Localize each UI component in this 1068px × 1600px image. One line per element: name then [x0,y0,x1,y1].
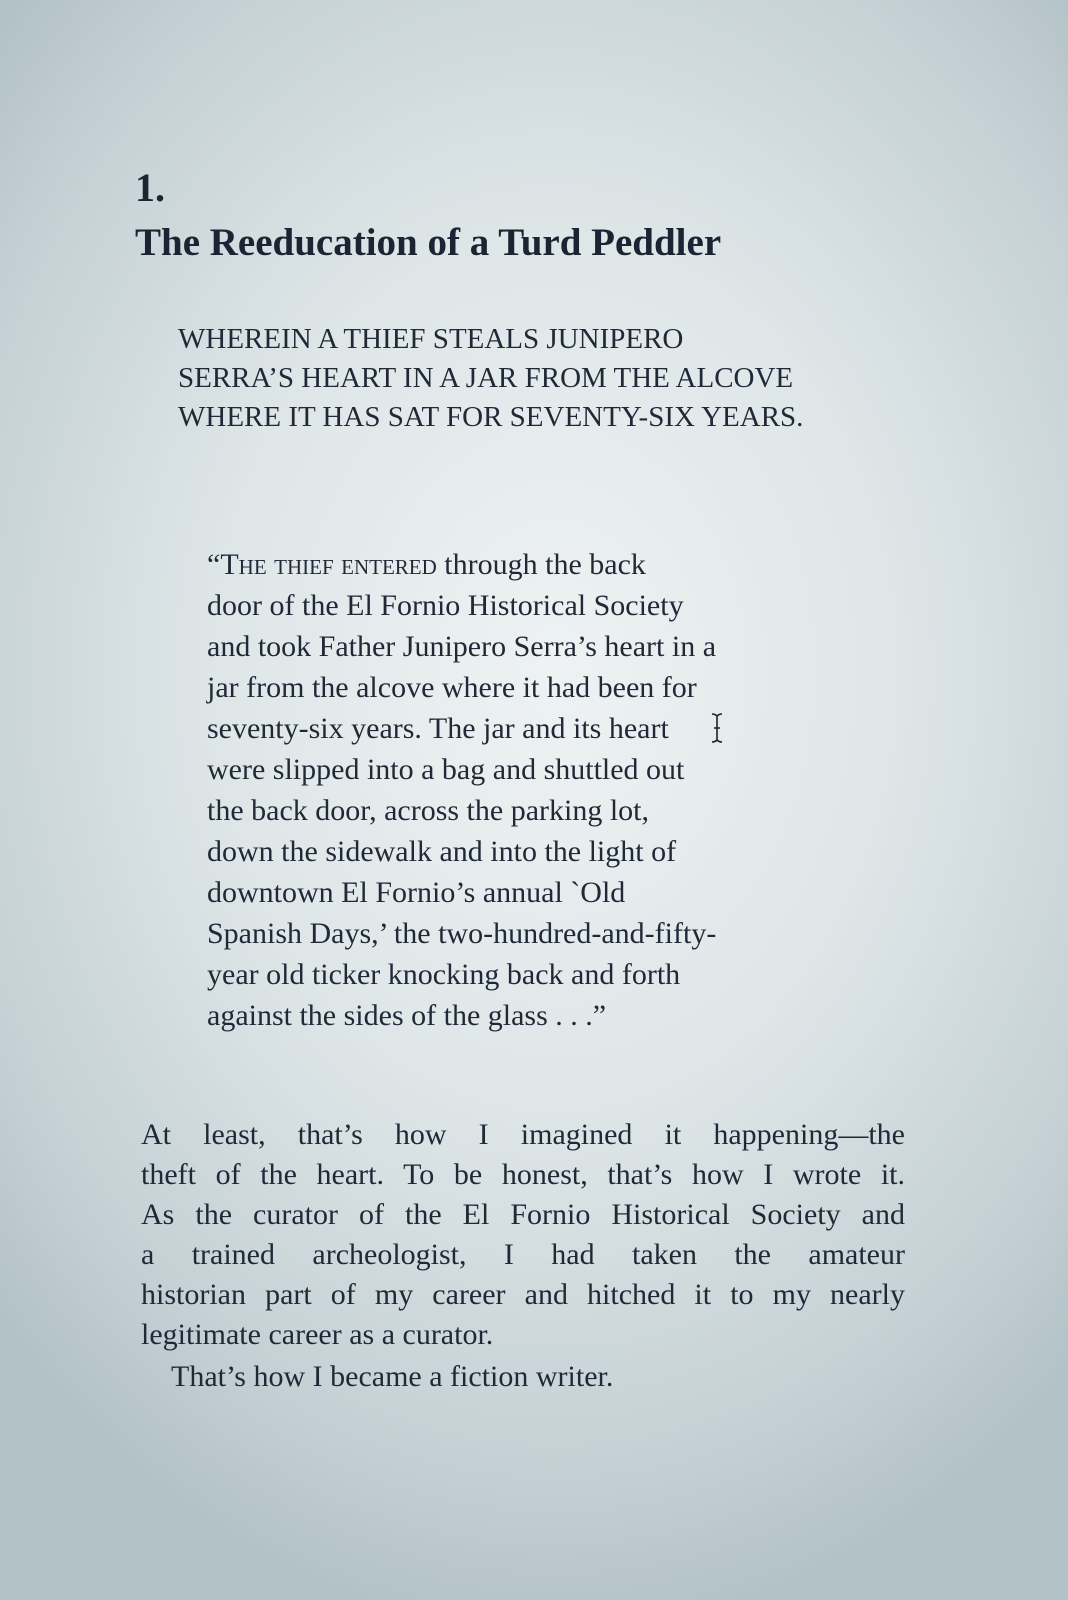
chapter-number: 1. [135,165,165,210]
chapter-title: The Reeducation of a Turd Peddler [135,221,722,264]
epigraph-quote [207,544,847,1036]
quote-line: Spanish Days,’ the two-hundred-and-fifty- [207,917,717,950]
closing-line: That’s how I became a fiction writer. [171,1360,614,1393]
quote-line: and took Father Junipero Serra’s heart in a [207,630,717,663]
synopsis-line: WHERE IT HAS SAT FOR SEVENTY-SIX YEARS. [178,401,804,433]
chapter-synopsis [178,320,918,437]
quote-line: down the sidewalk and into the light of [207,835,677,868]
quote-line: were slipped into a bag and shuttled out [207,753,685,786]
paragraph-line: historian part of my career and hitched it to my nearly [141,1278,905,1311]
paragraph-line: theft of the heart. To be honest, that’s how I wrote it. [141,1158,905,1191]
quote-line: the back door, across the parking lot, [207,794,650,827]
quote-line: seventy-six years. The jar and its heart [207,712,669,745]
paragraph-line: As the curator of the El Fornio Historical Society and [141,1198,905,1231]
text-cursor-icon [711,713,723,743]
synopsis-line: SERRA’S HEART IN A JAR FROM THE ALCOVE [178,362,794,394]
quote-line: against the sides of the glass . . .” [207,999,607,1032]
paragraph-line: legitimate career as a curator. [141,1318,494,1351]
quote-line [207,544,847,585]
paragraph-line: a trained archeologist, I had taken the amateur [141,1238,905,1271]
body-paragraph [141,1115,905,1397]
quote-lead-in: The thief entered [220,548,437,581]
quote-line: jar from the alcove where it had been for [207,671,697,704]
paragraph-line: At least, that’s how I imagined it happening—the [141,1118,905,1151]
quote-line: downtown El Fornio’s annual `Old [207,876,626,909]
quote-line: year old ticker knocking back and forth [207,958,681,991]
quote-line: door of the El Fornio Historical Society [207,589,684,622]
quote-line-text: through the back [436,548,646,581]
quote-open-mark: “ [207,548,221,581]
synopsis-line: WHEREIN A THIEF STEALS JUNIPERO [178,323,684,355]
